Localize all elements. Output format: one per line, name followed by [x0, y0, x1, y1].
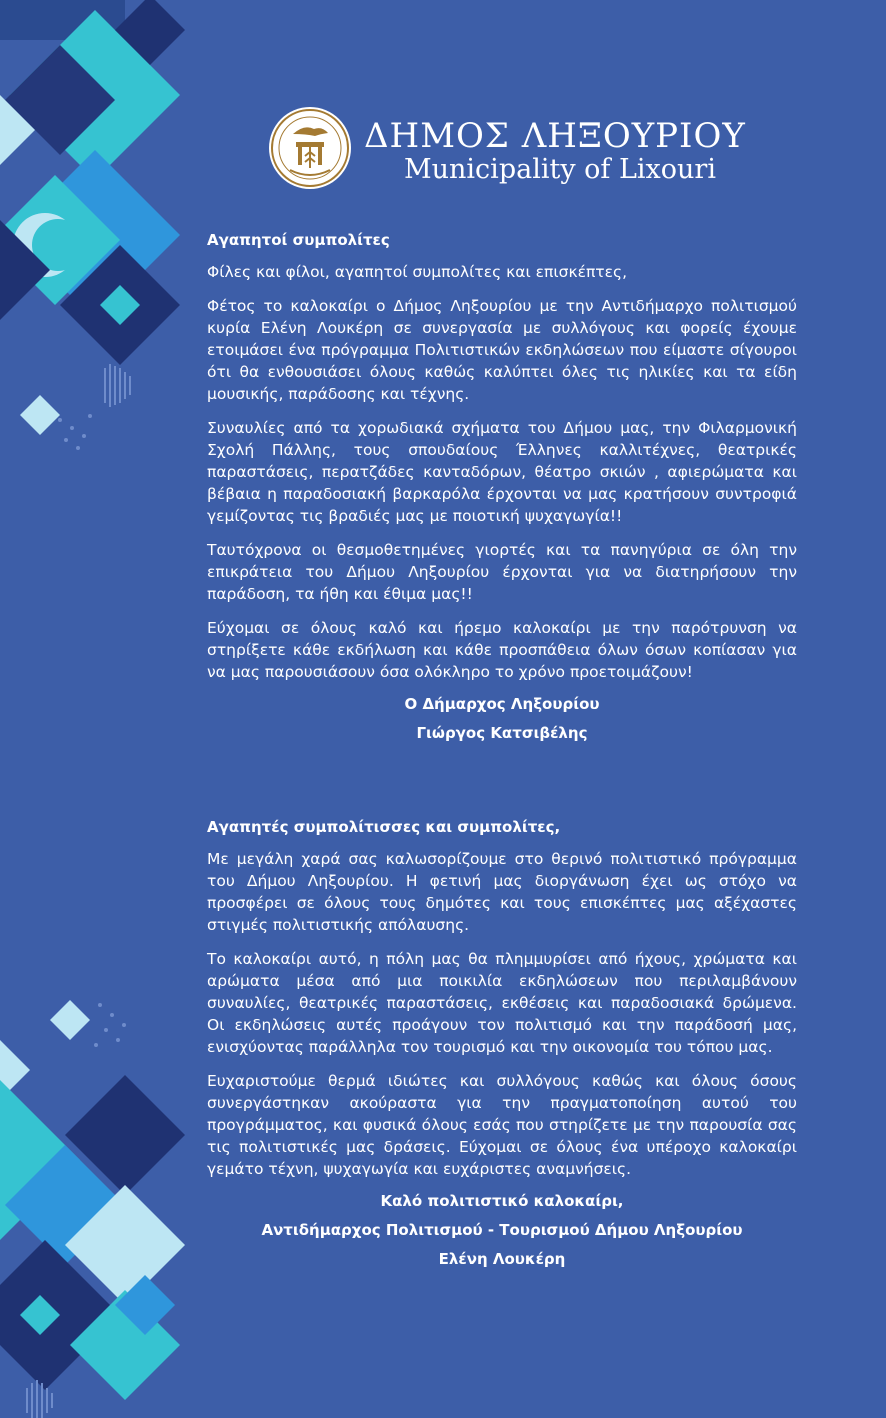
letter-greeting: Αγαπητοί συμπολίτες — [207, 231, 390, 249]
letter-paragraph: Με μεγάλη χαρά σας καλωσορίζουμε στο θερινό πολιτιστικό πρόγραμμα του Δήμου Ληξουρίου. Η φετινή μας διοργάνωση έχει ως στόχο να προσφέρει σε όλους τους δημότες και τους επισκέπτες μας αξέχαστες στιγμές πολιτιστικής απόλαυσης. — [207, 850, 797, 934]
letter-paragraph: Φίλες και φίλοι, αγαπητοί συμπολίτες και επισκέπτες, — [207, 263, 628, 281]
signature-name: Ελένη Λουκέρη — [438, 1250, 566, 1268]
municipal-seal-icon — [268, 106, 352, 190]
letter-paragraph: Εύχομαι σε όλους καλό και ήρεμο καλοκαίρι με την παρότρυνση να στηρίξετε κάθε εκδήλωση και κάθε προσπάθεια όλων όσων κοπίασαν για να μας παρουσιάσουν όσα ολόκληρο το χρόνο προετοιμάζουν! — [207, 619, 797, 681]
deco-dots — [58, 414, 92, 450]
letter-paragraph: Φέτος το καλοκαίρι ο Δήμος Ληξουρίου με την Αντιδήμαρχο πολιτισμού κυρία Ελένη Λουκέρη σε συνεργασία με συλλόγους και φορείς έχουμε ετοιμάσει ένα πρόγραμμα Πολιτιστικών εκδηλώσεων που είμαστε σίγουροι ότι θα ενθουσιάσει όλους καθώς καλύπτει όλες τις ηλικίες και τα είδη μουσικής, παράδοσης και τέχνης. — [207, 297, 797, 403]
mayor-letter — [207, 231, 797, 753]
deputy-mayor-letter — [207, 818, 797, 1279]
deco-lines — [104, 364, 131, 407]
signature-name: Γιώργος Κατσιβέλης — [416, 724, 588, 742]
geometric-decoration — [0, 0, 200, 1418]
deco-dots — [94, 1003, 126, 1047]
signature-title: Ο Δήμαρχος Ληξουρίου — [404, 695, 600, 713]
municipality-header — [268, 106, 746, 196]
deco-diamond — [50, 1000, 90, 1040]
letter-paragraph: Ευχαριστούμε θερμά ιδιώτες και συλλόγους καθώς και όλους όσους συνεργάστηκαν ακούραστα για την πραγματοποίηση αυτού του προγράμματος, και φυσικά όλους εσάς που στηρίζετε με την παρουσία σας τις πολιτιστικές μας δράσεις. Εύχομαι σε όλους ένα υπέροχο καλοκαίρι γεμάτο τέχνη, ψυχαγωγία και ευχάριστες αναμνήσεις. — [207, 1072, 797, 1178]
letter-closing: Καλό πολιτιστικό καλοκαίρι, — [380, 1192, 624, 1210]
municipality-subtitle: Municipality of Lixouri — [404, 154, 716, 185]
letter-greeting: Αγαπητές συμπολίτισσες και συμπολίτες, — [207, 818, 561, 836]
letter-paragraph: Ταυτόχρονα οι θεσμοθετημένες γιορτές και τα πανηγύρια σε όλη την επικράτεια του Δήμου Ληξουρίου έρχονται για να διατηρήσουν την παράδοση, τα ήθη και έθιμα μας!! — [207, 541, 797, 603]
signature-title: Αντιδήμαρχος Πολιτισμού - Τουρισμού Δήμου Ληξουρίου — [261, 1221, 743, 1239]
letter-paragraph: Συναυλίες από τα χορωδιακά σχήματα του Δήμου μας, την Φιλαρμονική Σχολή Πάλλης, τους σπουδαίους Έλληνες καλλιτέχνες, θεατρικές παραστάσεις, περατζάδες κανταδόρων, θέατρο σκιών , αφιερώματα και βέβαια η παραδοσιακή βαρκαρόλα έρχονται να μας κρατήσουν συντροφιά γεμίζοντας τις βραδιές μας με ποιοτική ψυχαγωγία!! — [207, 419, 797, 525]
letter-paragraph: Το καλοκαίρι αυτό, η πόλη μας θα πλημμυρίσει από ήχους, χρώματα και αρώματα μέσα από μια ποικιλία εκδηλώσεων που περιλαμβάνουν συναυλίες, θεατρικές παραστάσεις, εκθέσεις και παραδοσιακά δρώμενα. Οι εκδηλώσεις αυτές προάγουν τον πολιτισμό και την παράδοσή μας, ενισχύοντας παράλληλα τον τουρισμό και την οικονομία του τόπου μας. — [207, 950, 797, 1056]
deco-diamond — [20, 395, 60, 435]
municipality-title: ΔΗΜΟΣ ΛΗΞΟΥΡΙΟΥ — [364, 116, 746, 156]
